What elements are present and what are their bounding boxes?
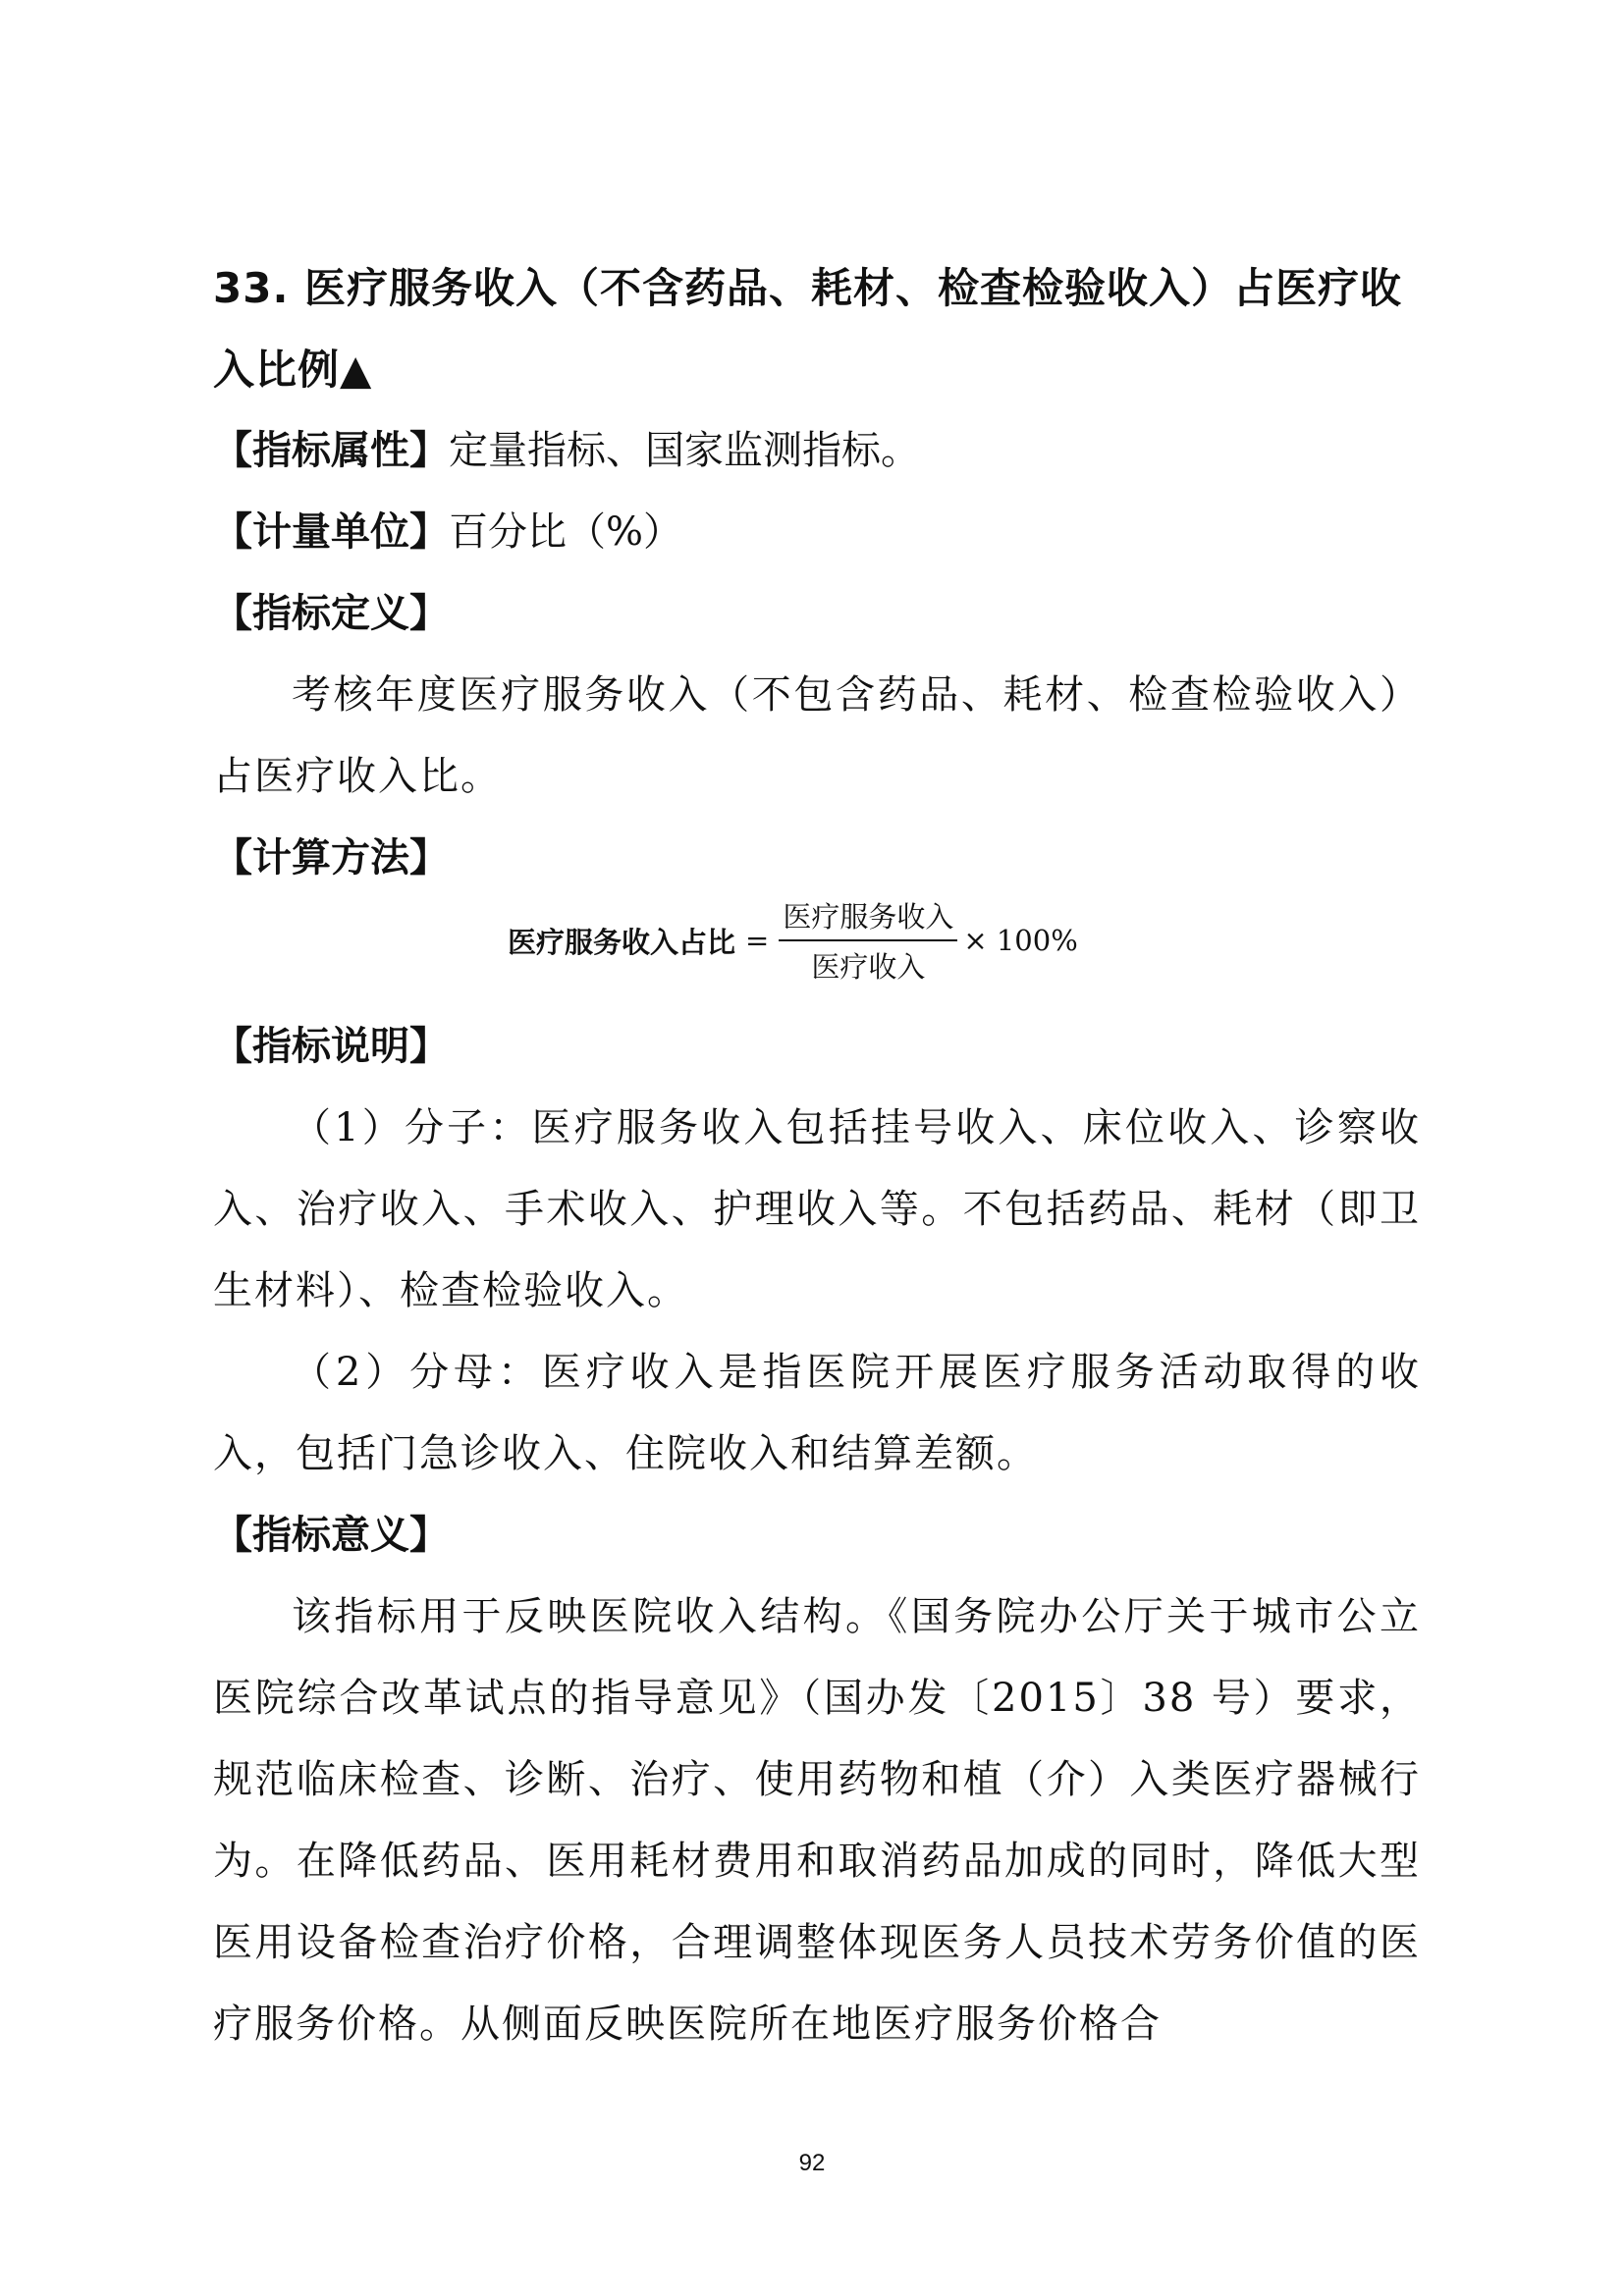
document-page bbox=[213, 0, 1421, 2296]
formula-lhs: 医疗服务收入占比 bbox=[508, 925, 736, 959]
explanation-label: 【指标说明】 bbox=[213, 1024, 449, 1069]
unit-section bbox=[213, 492, 1421, 573]
formula-denominator: 医疗收入 bbox=[811, 950, 926, 984]
significance-label: 【指标意义】 bbox=[213, 1513, 449, 1558]
formula-equals: = bbox=[745, 924, 770, 957]
definition-section bbox=[213, 573, 1421, 818]
unit-value: 百分比（%） bbox=[449, 509, 683, 555]
calculation-label: 【计算方法】 bbox=[213, 835, 449, 881]
formula-fraction bbox=[779, 895, 957, 986]
definition-label: 【指标定义】 bbox=[213, 591, 449, 636]
calculation-section bbox=[213, 818, 1421, 899]
attribute-value: 定量指标、国家监测指标。 bbox=[449, 428, 920, 473]
significance-section bbox=[213, 1495, 1421, 2065]
explanation-denominator-text: （2）分母：医疗收入是指医院开展医疗服务活动取得的收入，包括门急诊收入、住院收入和结算差额。 bbox=[213, 1350, 1421, 1476]
calculation-formula bbox=[508, 891, 1078, 989]
formula-numerator: 医疗服务收入 bbox=[779, 895, 957, 941]
formula-multiplier: × 100% bbox=[963, 924, 1078, 957]
attribute-section bbox=[213, 410, 1421, 492]
unit-label: 【计量单位】 bbox=[213, 509, 449, 555]
indicator-title: 33. 医疗服务收入（不含药品、耗材、检查检验收入）占医疗收入比例▲ bbox=[213, 264, 1403, 394]
attribute-label: 【指标属性】 bbox=[213, 428, 449, 473]
definition-text: 考核年度医疗服务收入（不包含药品、耗材、检查检验收入）占医疗收入比。 bbox=[213, 672, 1421, 799]
page-number: 92 bbox=[798, 2150, 826, 2176]
significance-text: 该指标用于反映医院收入结构。《国务院办公厅关于城市公立医院综合改革试点的指导意见》（国办发〔2015〕38 号）要求，规范临床检查、诊断、治疗、使用药物和植（介）入类医疗器械行为。在降低药品、医用耗材费用和取消药品加成的同时，降低大型医用设备检查治疗价格，合理调整体现医务人员技术劳务价值的医疗服务价格。从侧面反映医院所在地医疗服务价格合 bbox=[213, 1594, 1421, 2047]
explanation-numerator-text: （1）分子：医疗服务收入包括挂号收入、床位收入、诊察收入、治疗收入、手术收入、护理收入等。不包括药品、耗材（即卫生材料）、检查检验收入。 bbox=[213, 1105, 1421, 1313]
explanation-section bbox=[213, 1006, 1421, 1495]
